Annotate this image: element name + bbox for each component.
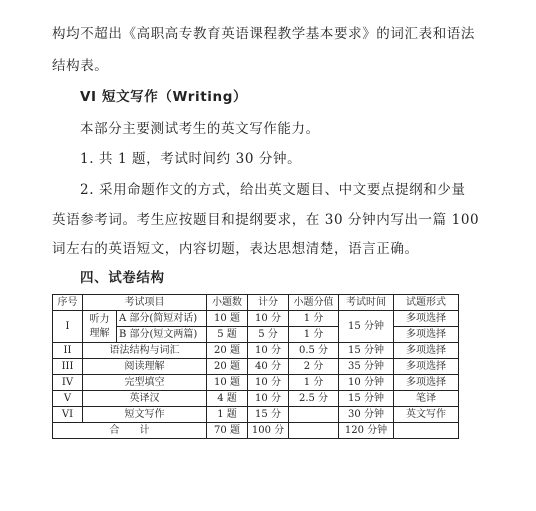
paragraph-line: 构均不超出《高职高专教育英语课程教学基本要求》的词汇表和语法	[52, 26, 475, 42]
time-cell: 35 分钟	[339, 359, 394, 375]
value-cell: 0.5 分	[289, 343, 339, 359]
count-cell: 20 题	[207, 359, 248, 375]
exam-structure-table	[52, 294, 459, 439]
value-cell: 1 分	[289, 311, 339, 327]
count-cell: 10 题	[207, 375, 248, 391]
table-header-row	[53, 295, 459, 311]
total-value	[289, 423, 339, 439]
row-number: I	[53, 311, 83, 343]
total-time: 120 分钟	[339, 423, 394, 439]
score-cell: 5 分	[248, 327, 289, 343]
sub-part: B 部分(短文两篇)	[117, 327, 207, 343]
total-count: 70 题	[207, 423, 248, 439]
table-row	[53, 343, 459, 359]
row-number: IV	[53, 375, 83, 391]
listening-label-top: 听力	[89, 313, 110, 325]
form-cell: 多项选择	[394, 327, 459, 343]
value-cell	[289, 407, 339, 423]
row-number: VI	[53, 407, 83, 423]
paragraph-line: 结构表。	[52, 58, 109, 74]
header-cell: 计分	[248, 295, 289, 311]
score-cell: 10 分	[248, 343, 289, 359]
form-cell: 多项选择	[394, 375, 459, 391]
item-cell: 英译汉	[83, 391, 207, 407]
count-cell: 20 题	[207, 343, 248, 359]
list-item: 1. 共 1 题，考试时间约 30 分钟。	[80, 151, 302, 167]
score-cell: 15 分	[248, 407, 289, 423]
paragraph-line: 词左右的英语短文，内容切题，表达思想清楚，语言正确。	[52, 241, 419, 257]
count-cell: 10 题	[207, 311, 248, 327]
header-cell: 小题分值	[289, 295, 339, 311]
listening-label-bottom: 理解	[89, 327, 110, 339]
header-cell: 试题形式	[394, 295, 459, 311]
score-cell: 40 分	[248, 359, 289, 375]
form-cell: 多项选择	[394, 311, 459, 327]
header-cell: 考试项目	[83, 295, 207, 311]
header-cell: 序号	[53, 295, 83, 311]
table-row	[53, 407, 459, 423]
paragraph-line: 英语参考词。考生应按题目和提纲要求，在 30 分钟内写出一篇 100	[52, 212, 480, 228]
form-cell: 笔译	[394, 391, 459, 407]
table-row	[53, 359, 459, 375]
time-cell: 10 分钟	[339, 375, 394, 391]
count-cell: 1 题	[207, 407, 248, 423]
row-number: III	[53, 359, 83, 375]
time-cell: 15 分钟	[339, 391, 394, 407]
table-total-row	[53, 423, 459, 439]
time-cell: 15 分钟	[339, 311, 394, 343]
section-intro: 本部分主要测试考生的英文写作能力。	[80, 121, 320, 137]
count-cell: 5 题	[207, 327, 248, 343]
total-label: 合 计	[53, 423, 207, 439]
form-cell: 多项选择	[394, 359, 459, 375]
table-row	[53, 391, 459, 407]
score-cell: 10 分	[248, 375, 289, 391]
time-cell: 30 分钟	[339, 407, 394, 423]
table-row	[53, 311, 459, 327]
sub-part: A 部分(简短对话)	[117, 311, 207, 327]
section-heading-exam-structure: 四、试卷结构	[80, 270, 165, 286]
row-number: V	[53, 391, 83, 407]
item-cell: 阅读理解	[83, 359, 207, 375]
total-score: 100 分	[248, 423, 289, 439]
form-cell: 多项选择	[394, 343, 459, 359]
value-cell: 1 分	[289, 375, 339, 391]
count-cell: 4 题	[207, 391, 248, 407]
score-cell: 10 分	[248, 311, 289, 327]
total-form	[394, 423, 459, 439]
header-cell: 考试时间	[339, 295, 394, 311]
item-cell: 语法结构与词汇	[83, 343, 207, 359]
row-number: II	[53, 343, 83, 359]
time-cell: 15 分钟	[339, 343, 394, 359]
item-cell: 短文写作	[83, 407, 207, 423]
score-cell: 10 分	[248, 391, 289, 407]
section-heading-writing: VI 短文写作（Writing）	[80, 89, 248, 105]
form-cell: 英文写作	[394, 407, 459, 423]
header-cell: 小题数	[207, 295, 248, 311]
value-cell: 2.5 分	[289, 391, 339, 407]
value-cell: 1 分	[289, 327, 339, 343]
list-item: 2. 采用命题作文的方式，给出英文题目、中文要点提纲和少量	[80, 182, 466, 198]
item-cell: 完型填空	[83, 375, 207, 391]
table-row	[53, 375, 459, 391]
value-cell: 2 分	[289, 359, 339, 375]
listening-label	[83, 311, 117, 343]
